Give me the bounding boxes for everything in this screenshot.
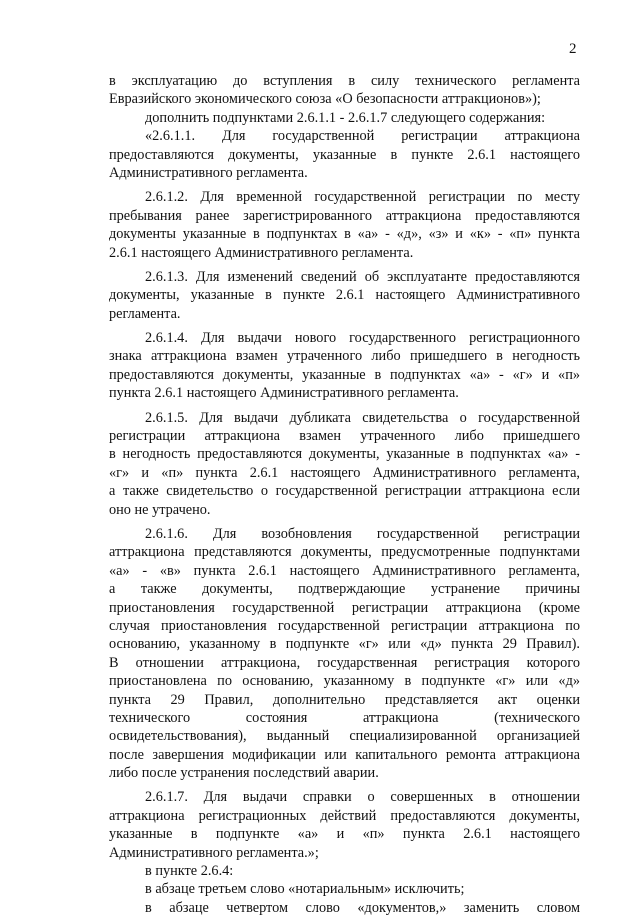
text-line: 2.6.1.7. Для выдачи справки о совершенных в отношении [145, 789, 580, 806]
text-line: 2.6.1.3. Для изменений сведений об эксплуатанте предоставляются [145, 268, 580, 285]
text-line: пункта 29 Правил, дополнительно представляется акт оценки [109, 691, 580, 708]
text-line: указанные в подпункте «а» и «п» пункта 2.6.1 настоящего [109, 826, 580, 843]
text-line: а также документы, подтверждающие устранение причины [109, 581, 580, 598]
text-line: документы, указанные в пункте 2.6.1 настоящего Административного [109, 287, 580, 304]
text-line: случая приостановления государственной регистрации аттракциона по [109, 617, 580, 634]
text-line: «г» и «п» пункта 2.6.1 настоящего Административного регламента, [109, 464, 580, 481]
text-line: а также свидетельство о государственной регистрации аттракциона если [109, 483, 580, 500]
text-line: Евразийского экономического союза «О безопасности аттракционов»); [109, 91, 541, 108]
text-line: аттракциона представляются документы, предусмотренные подпунктами [109, 544, 580, 561]
text-line: «а» - «в» пункта 2.6.1 настоящего Административного регламента, [109, 562, 580, 579]
text-line: регистрации аттракциона взамен утраченного либо пришедшего [109, 428, 580, 445]
text-line: 2.6.1.2. Для временной государственной регистрации по месту [145, 189, 580, 206]
text-line: в пункте 2.6.4: [145, 863, 234, 880]
text-line: освидетельствования), выданный специализированной организацией [109, 728, 580, 745]
text-line: приостановления государственной регистрации аттракциона (кроме [109, 599, 580, 616]
text-line: регламента. [109, 305, 181, 322]
text-line: аттракциона регистрационных действий предоставляются документы, [109, 807, 580, 824]
text-line: в абзаце четвертом слово «документов,» заменить словом [145, 899, 580, 916]
document-body [109, 72, 580, 917]
text-line: основанию, указанному в подпункте «г» или «д» пункта 29 Правил). [109, 636, 580, 653]
text-line: в негодность предоставляются документы, указанные в подпунктах «а» - [109, 446, 580, 463]
text-line: Административного регламента.»; [109, 844, 319, 861]
text-line: 2.6.1.4. Для выдачи нового государственного регистрационного [145, 330, 580, 347]
text-line: «2.6.1.1. Для государственной регистрации аттракциона [145, 128, 580, 145]
text-line: дополнить подпунктами 2.6.1.1 - 2.6.1.7 следующего содержания: [145, 109, 546, 126]
text-line: технического состояния аттракциона (технического [109, 709, 580, 726]
text-line: приостановлена по основанию, указанному в подпункте «г» или «д» [109, 673, 580, 690]
text-line: знака аттракциона взамен утраченного либо пришедшего в негодность [109, 348, 580, 365]
text-line: после завершения модификации или капитального ремонта аттракциона [109, 746, 580, 763]
text-line: 2.6.1.6. Для возобновления государственной регистрации [145, 525, 580, 542]
text-line: В отношении аттракциона, государственная регистрация которого [109, 654, 580, 671]
text-line: пребывания ранее зарегистрированного аттракциона предоставляются [109, 207, 580, 224]
text-line: пункта 2.6.1 настоящего Административного регламента. [109, 385, 459, 402]
text-line: 2.6.1 настоящего Административного регламента. [109, 244, 414, 261]
text-line: в эксплуатацию до вступления в силу технического регламента [109, 73, 580, 89]
text-line: документы указанные в подпунктах в «а» - «д», «з» и «к» - «п» пункта [109, 226, 580, 243]
text-line: в абзаце третьем слово «нотариальным» исключить; [145, 881, 465, 898]
text-line: 2.6.1.5. Для выдачи дубликата свидетельства о государственной [145, 409, 580, 426]
text-line: предоставляются документы, указанные в подпунктах «а» - «г» и «п» [109, 366, 580, 383]
page-number: 2 [569, 41, 577, 57]
text-line: либо после устранения последствий аварии. [109, 765, 379, 782]
text-line: предоставляются документы, указанные в пункте 2.6.1 настоящего [109, 146, 580, 163]
text-line: Административного регламента. [109, 164, 308, 181]
text-line: оно не утрачено. [109, 501, 211, 518]
